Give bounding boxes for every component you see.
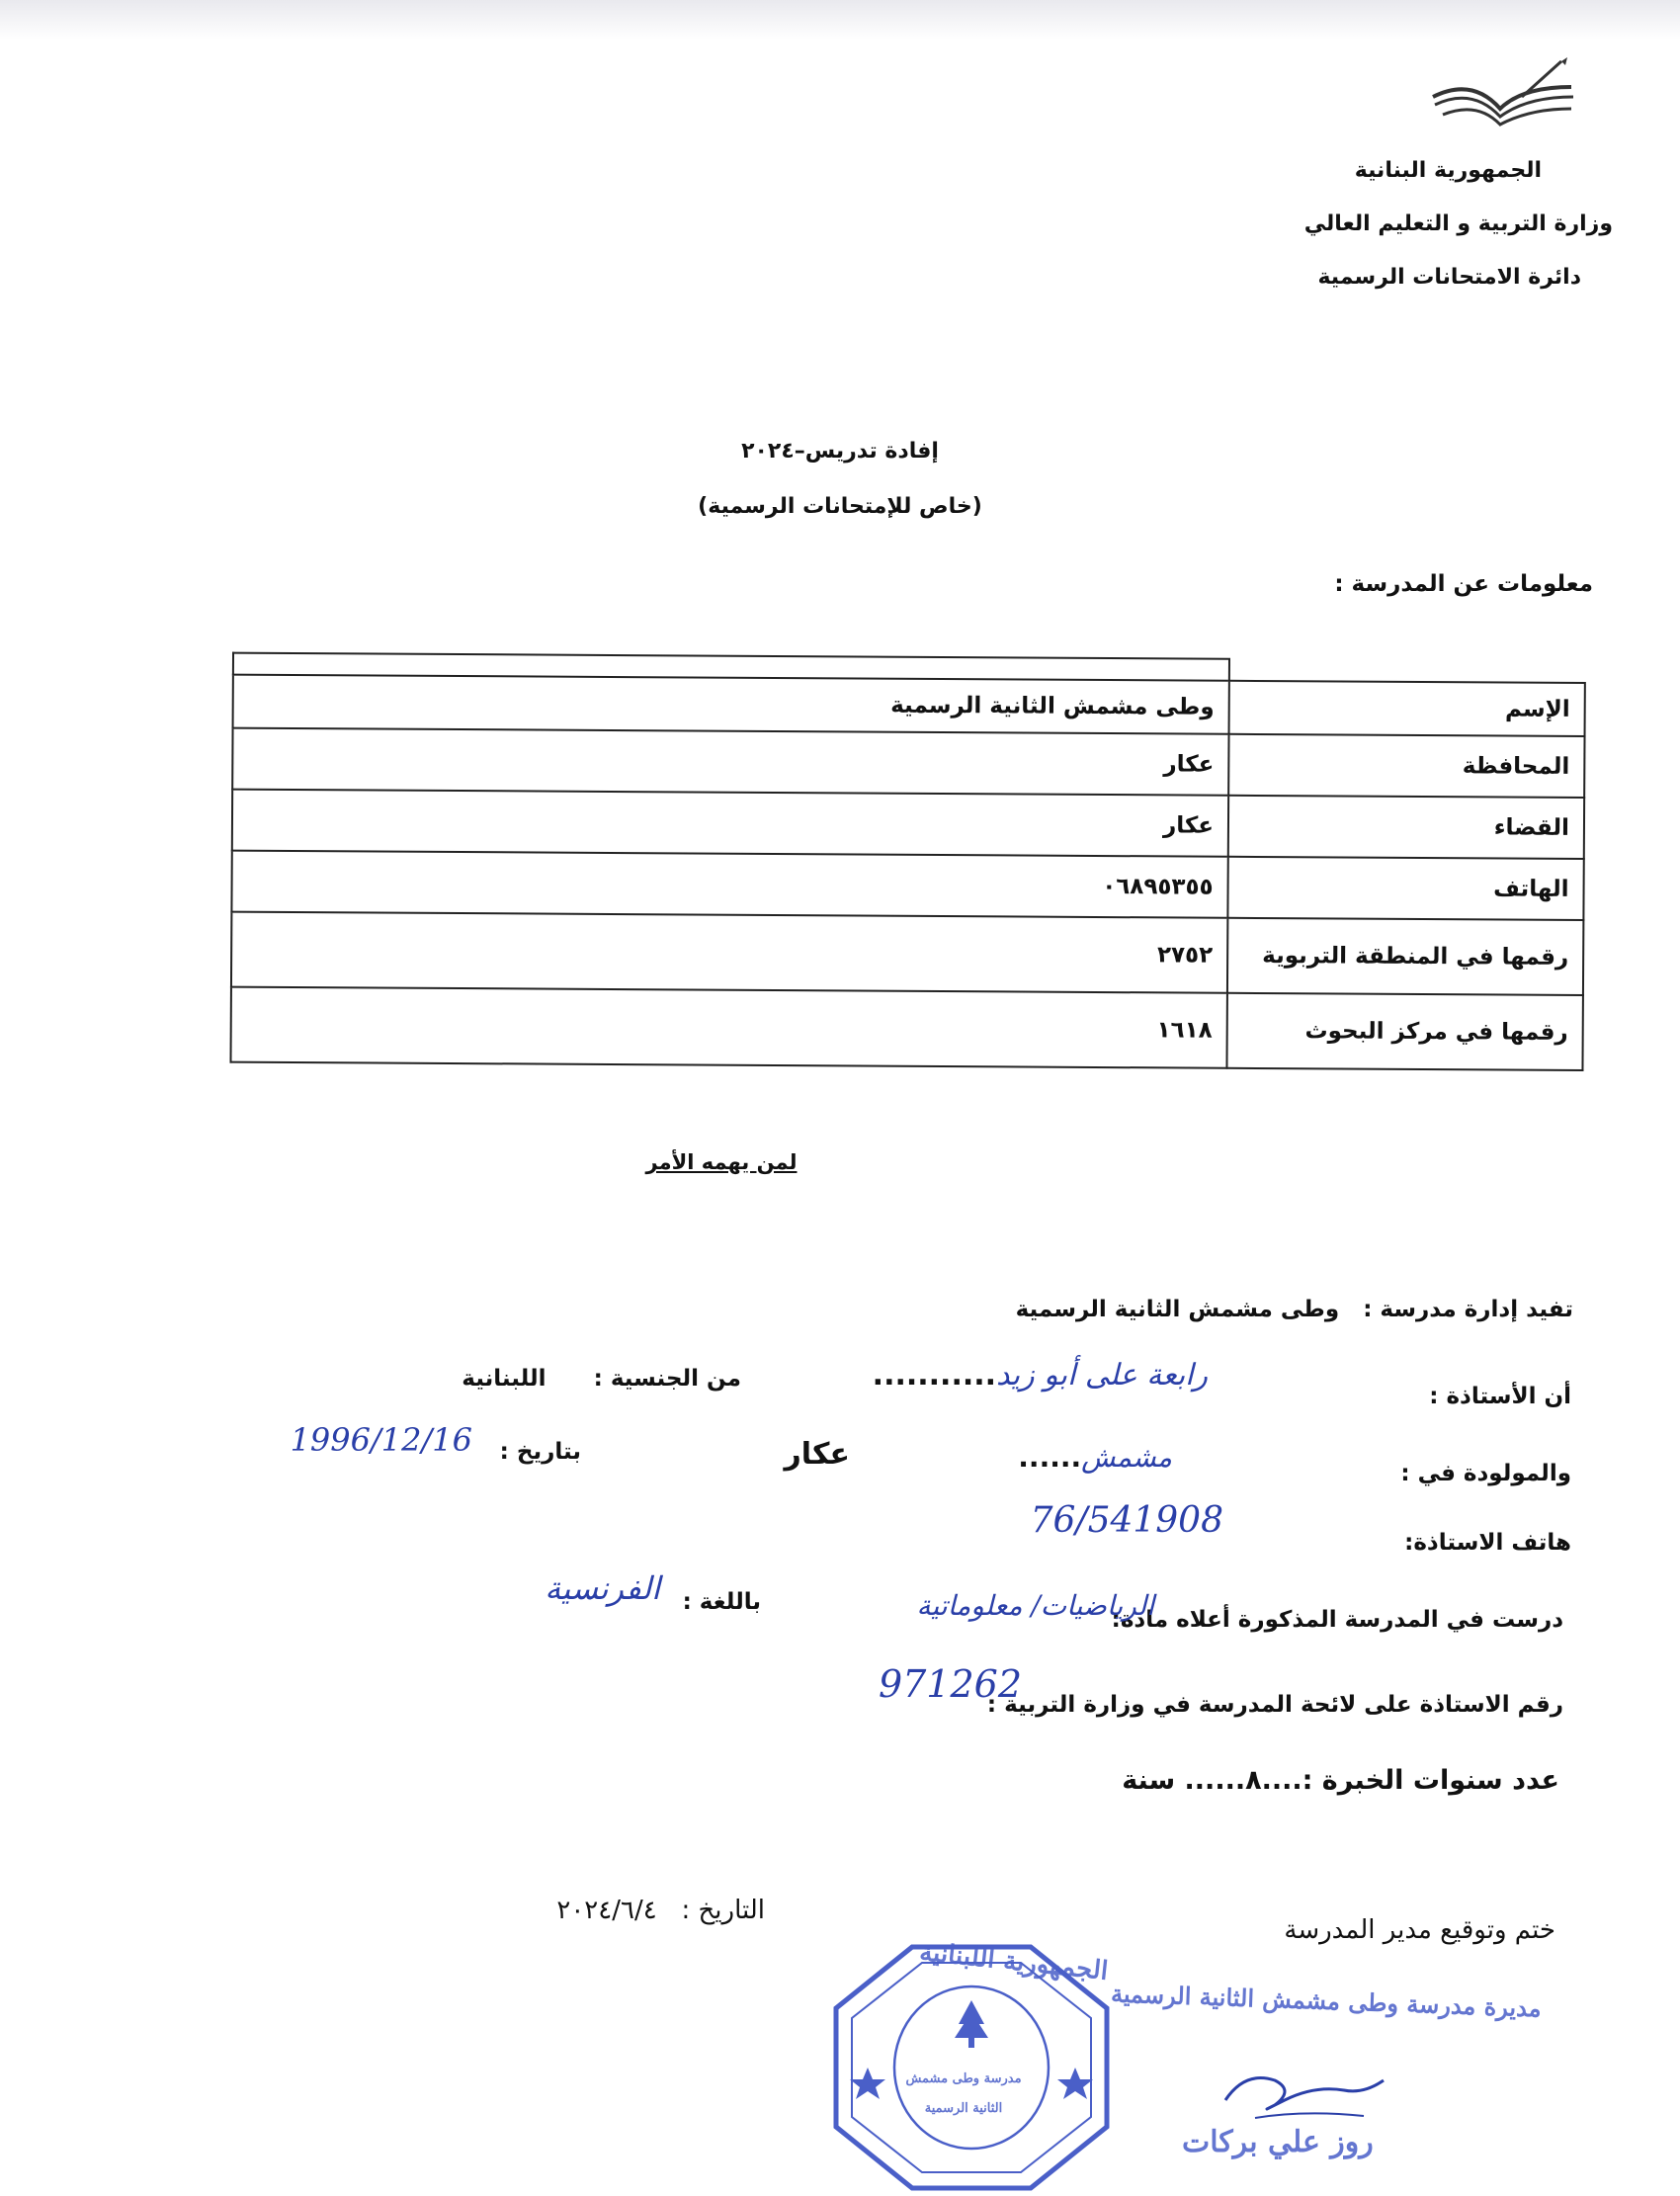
nationality-line	[462, 1366, 741, 1392]
experience-label: عدد سنوات الخبرة :	[1302, 1765, 1559, 1796]
table-label: رقمها في المنطقة التربوية	[1227, 918, 1583, 995]
language-handwritten: الفرنسية	[545, 1569, 660, 1607]
school-info-table	[229, 652, 1586, 1071]
table-label: رقمها في مركز البحوث	[1226, 993, 1582, 1070]
birth-date-handwritten: 1996/12/16	[290, 1421, 472, 1459]
scan-top-shadow	[0, 0, 1680, 40]
teacher-phone-handwritten: 76/541908	[1030, 1500, 1223, 1541]
footer-date	[556, 1896, 765, 1925]
table-label: القضاء	[1228, 796, 1584, 859]
header-republic: الجمهورية البنانية	[1354, 158, 1542, 183]
born-region: عكار	[784, 1437, 850, 1472]
intro-value: وطى مشمش الثانية الرسمية	[1015, 1297, 1340, 1322]
experience-unit: سنة	[1122, 1765, 1176, 1796]
phone-label: هاتف الاستاذة:	[1404, 1530, 1571, 1556]
subject-handwritten: الرياضيات/ معلوماتية	[916, 1589, 1154, 1622]
table-value: عكار	[232, 790, 1228, 857]
table-row	[232, 728, 1584, 798]
header-ministry: وزارة التربية و التعليم العالي	[1303, 211, 1613, 236]
document-subtitle: (خاص للإمتحانات الرسمية)	[698, 494, 982, 519]
table-row	[231, 851, 1583, 920]
table-value: وطى مشمش الثانية الرسمية	[233, 675, 1229, 734]
teacher-value-line	[873, 1358, 1208, 1393]
nationality-label: من الجنسية :	[593, 1366, 741, 1392]
table-row	[230, 987, 1582, 1070]
to-whom-heading: لمن يهمه الأمر	[645, 1150, 798, 1174]
born-value-line	[1018, 1441, 1172, 1474]
born-place-dots: ......	[1018, 1441, 1082, 1474]
document-title: إفادة تدريس–٢٠٢٤	[741, 439, 939, 464]
teacher-label: أن الأستاذة :	[1429, 1384, 1571, 1409]
language-label: باللغة :	[682, 1589, 761, 1615]
teacher-name-dots: ...........	[872, 1358, 997, 1393]
stamp-outer-text: الجمهورية اللبنانية	[917, 1937, 1110, 1986]
roll-number-handwritten: 971262	[878, 1662, 1022, 1706]
intro-line	[1016, 1297, 1573, 1322]
experience-value: ٨	[1245, 1765, 1262, 1796]
header-department: دائرة الامتحانات الرسمية	[1317, 265, 1581, 290]
principal-signature-icon	[1216, 2061, 1393, 2130]
table-row	[232, 790, 1584, 859]
table-label: الإسم	[1229, 681, 1585, 736]
nationality-value: اللبنانية	[462, 1366, 546, 1392]
footer-date-label: التاريخ :	[681, 1896, 765, 1925]
table-value: ١٦١٨	[230, 987, 1226, 1068]
table-row	[231, 912, 1583, 995]
table-label: الهاتف	[1227, 857, 1583, 920]
table-value: ٠٦٨٩٥٣٥٥	[231, 851, 1227, 918]
intro-label: تفيد إدارة مدرسة :	[1363, 1297, 1573, 1322]
subject-label: درست في المدرسة المذكورة أعلاه مادة:	[1111, 1607, 1563, 1633]
stamp-inner-line1: مدرسة وطى مشمش	[905, 2071, 1022, 2086]
table-label: المحافظة	[1228, 734, 1584, 798]
teacher-name-handwritten: رابعة على أبو زيد	[996, 1358, 1208, 1393]
born-label: والمولودة في :	[1400, 1461, 1571, 1486]
born-place-handwritten: مشمش	[1081, 1441, 1172, 1474]
table-value: ٢٧٥٢	[231, 912, 1227, 993]
roll-label: رقم الاستاذة على لائحة المدرسة في وزارة التربية :	[986, 1692, 1563, 1718]
ministry-book-logo-icon	[1423, 57, 1581, 142]
stamp-inner-line2: الثانية الرسمية	[924, 2101, 1003, 2116]
birth-date-label: بتاريخ :	[499, 1439, 581, 1465]
experience-line: عدد سنوات الخبرة :....٨...... سنة	[1122, 1765, 1559, 1796]
footer-date-value: ٢٠٢٤/٦/٤	[556, 1896, 657, 1925]
principal-title-stamp: مديرة مدرسة وطى مشمش الثانية الرسمية	[1110, 1979, 1543, 2023]
principal-name-stamp: روز علي بركات	[1182, 2125, 1374, 2159]
table-value: عكار	[232, 728, 1228, 796]
school-info-heading: معلومات عن المدرسة :	[1334, 571, 1593, 597]
table-row	[233, 675, 1585, 736]
stamp-sign-label: ختم وتوقيع مدير المدرسة	[1284, 1915, 1555, 1945]
